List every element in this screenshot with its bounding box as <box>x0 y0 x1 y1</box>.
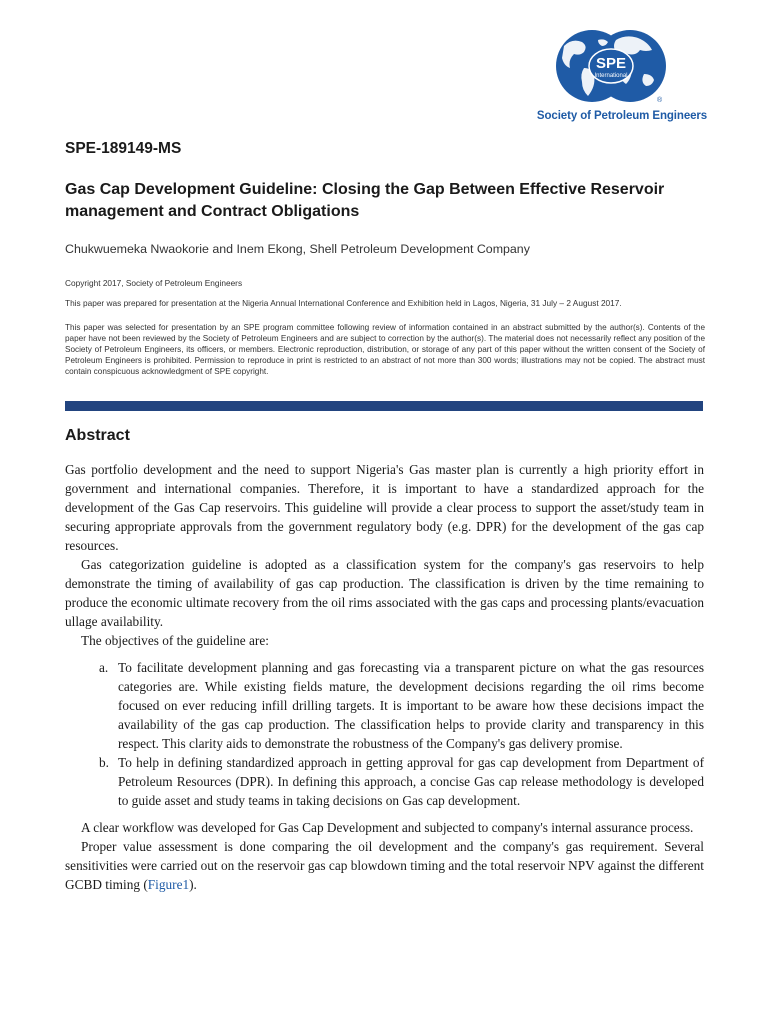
section-divider <box>65 401 703 411</box>
logo-caption: Society of Petroleum Engineers <box>536 110 708 122</box>
abstract-paragraph: A clear workflow was developed for Gas Cap Development and subjected to company's internal assurance process. <box>81 820 694 835</box>
abstract-paragraph: Gas portfolio development and the need to support Nigeria's Gas master plan is currently a high priority effort in government and international companies. Therefore, it is important to have a standardized approach for the development of the Gas Cap reservoirs. This guideline will provide a clear process to support the asset/study team in securing appropriate approvals from the government regulatory body (e.g. DPR) for the development of the gas cap resources. <box>65 462 704 553</box>
abstract-paragraph: Gas categorization guideline is adopted as a classification system for the company's gas reservoirs to help demonstrate the timing of availability of gas cap production. The classification is driven by the time remaining to produce the economic ultimate recovery from the oil rims associated with the gas caps and processing plants/evacuation ullage availability. <box>65 557 704 629</box>
figure1-link[interactable]: Figure1 <box>147 877 190 892</box>
paper-id: SPE-189149-MS <box>65 140 182 157</box>
logo-badge-sub: International <box>594 73 628 79</box>
globe-logo-icon <box>554 28 666 104</box>
registered-mark: ® <box>657 97 663 104</box>
abstract-body <box>65 460 704 894</box>
list-item <box>65 753 704 810</box>
list-marker: b. <box>99 755 109 770</box>
paragraph-text: Proper value assessment is done comparing the oil development and the company's gas requirement. Several sensitivities were carried out on the reservoir gas cap blowdown timing and the total reservoir NPV against the different GCBD timing ( <box>65 839 704 892</box>
prepared-note: This paper was prepared for presentation at the Nigeria Annual International Conference and Exhibition held in Lagos, Nigeria, 31 July – 2 August 2017. <box>65 298 622 308</box>
objectives-list <box>65 658 704 810</box>
abstract-paragraph <box>65 837 704 894</box>
copyright-line: Copyright 2017, Society of Petroleum Engineers <box>65 278 243 288</box>
spe-logo <box>532 28 712 128</box>
copyright-notice: This paper was selected for presentation by an SPE program committee following review of information contained in an abstract submitted by the author(s). Contents of the paper have not been reviewed by the Society of Petroleum Engineers and are subject to correction by the author(s). The material does not necessarily reflect any position of the Society of Petroleum Engineers, its officers, or members. Electronic reproduction, distribution, or storage of any part of this paper without the written consent of the Society of Petroleum Engineers is prohibited. Permission to reproduce in print is restricted to an abstract of not more than 300 words; illustrations may not be copied. The abstract must contain conspicuous acknowledgment of SPE copyright. <box>65 323 705 376</box>
abstract-paragraph: The objectives of the guideline are: <box>81 633 269 648</box>
authors: Chukwuemeka Nwaokorie and Inem Ekong, Shell Petroleum Development Company <box>65 242 530 256</box>
paragraph-text: ). <box>189 877 197 892</box>
list-marker: a. <box>99 660 109 675</box>
abstract-heading: Abstract <box>65 427 130 444</box>
paper-title: Gas Cap Development Guideline: Closing the Gap Between Effective Reservoir management and Contract Obligations <box>65 181 665 220</box>
list-item-text: To help in defining standardized approach in getting approval for gas cap development from Department of Petroleum Resources (DPR). In defining this approach, a concise Gas cap release methodology is developed to guide asset and study teams in taking decisions on Gas cap development. <box>118 755 704 808</box>
list-item-text: To facilitate development planning and gas forecasting via a transparent picture on what the gas resources categories are. While existing fields mature, the development decisions regarding the oil rims become focused on ever reducing infill drilling targets. It is important to be aware how these decisions impact the availability of the gas cap production. The classification helps to provide clarity and transparency in this respect. This clarity aids to demonstrate the robustness of the Company's gas delivery promise. <box>118 660 704 751</box>
list-item <box>65 658 704 753</box>
logo-badge-main: SPE <box>595 55 627 72</box>
